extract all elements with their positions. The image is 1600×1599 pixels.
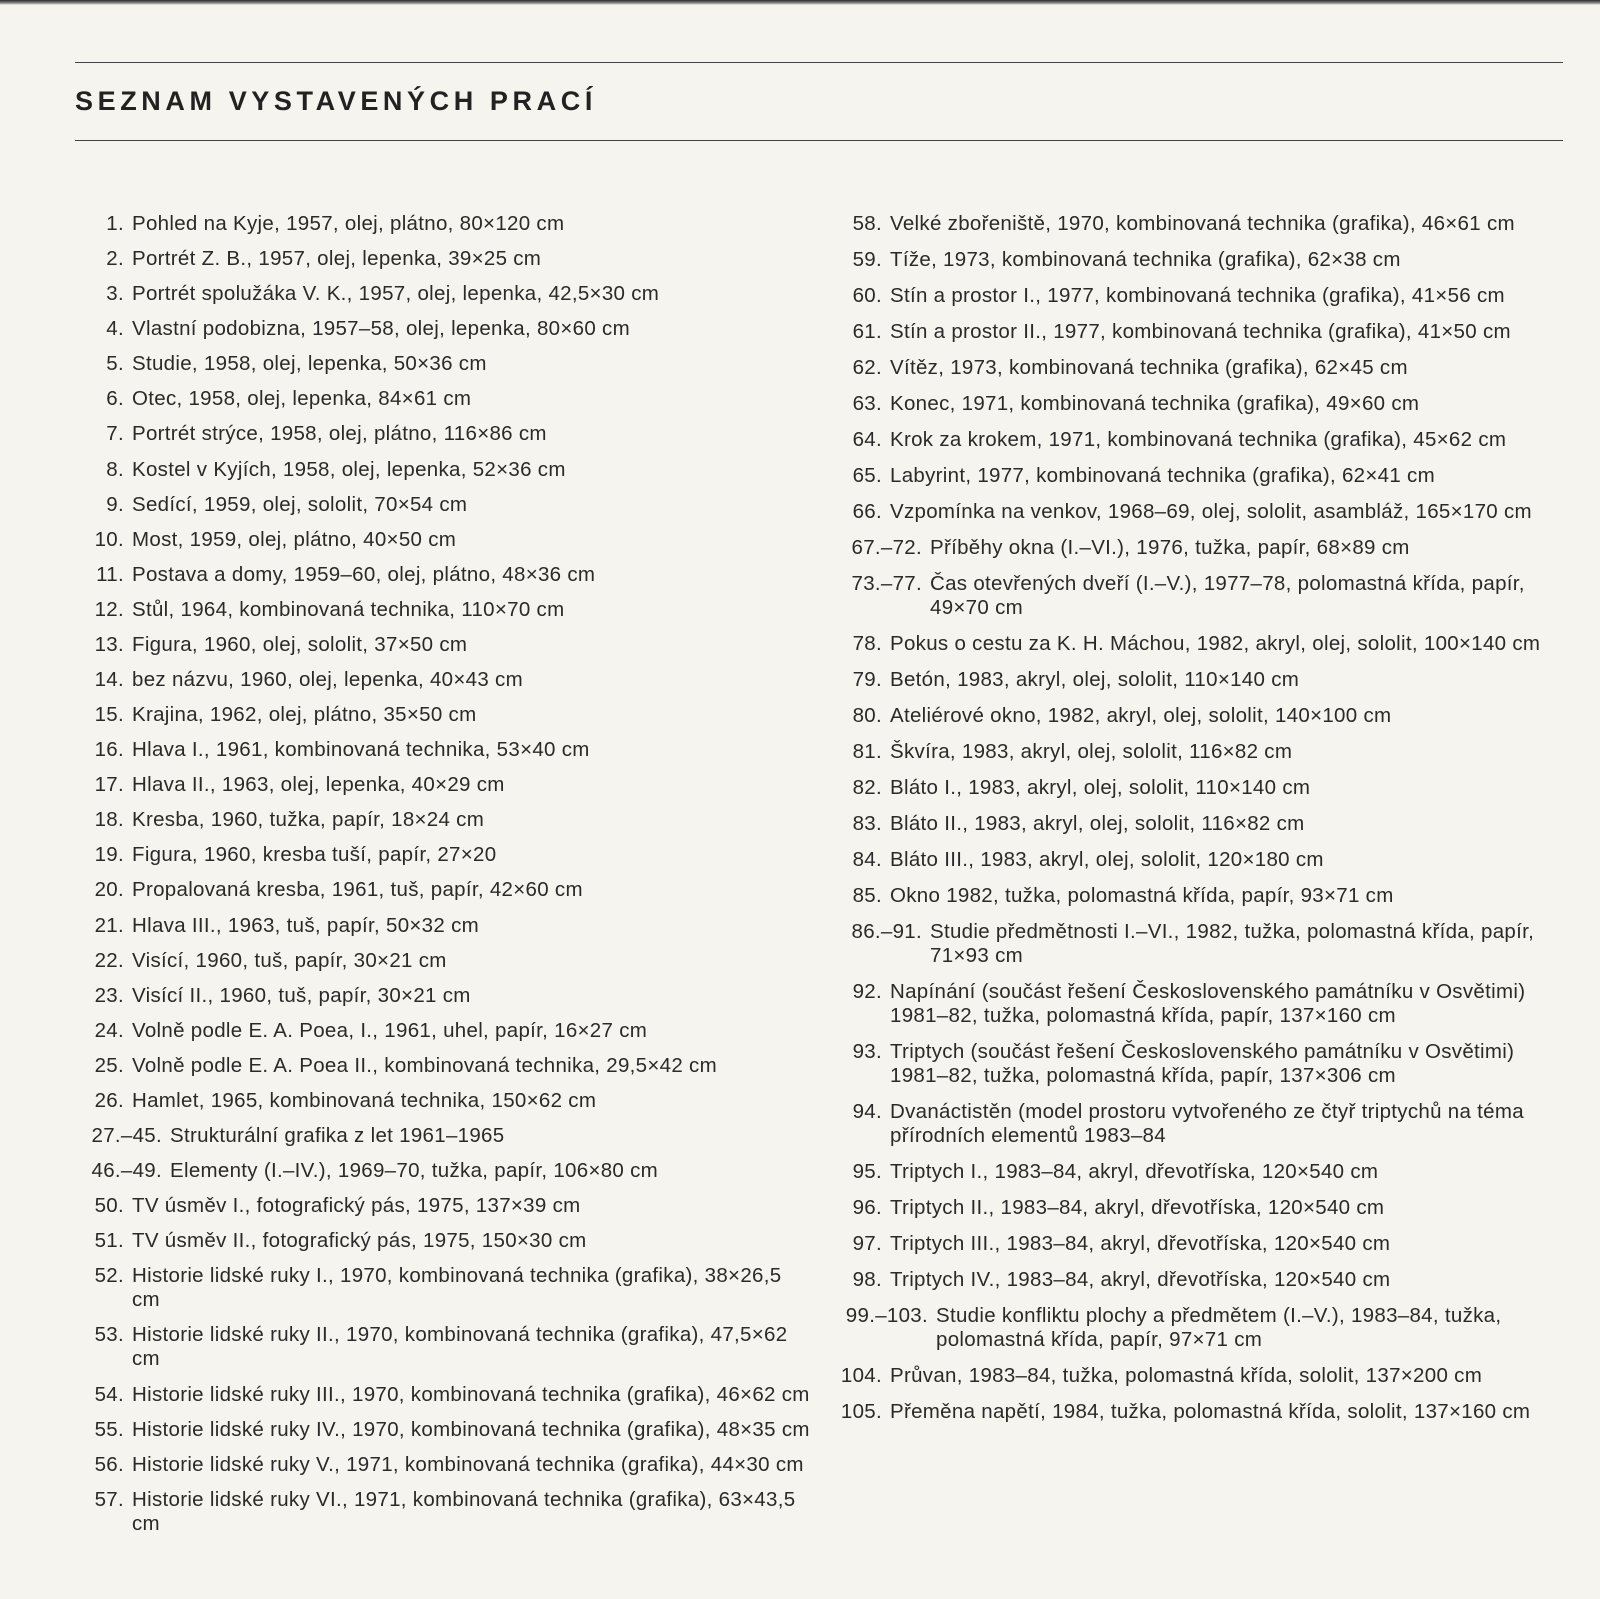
list-item [836,884,1566,908]
list-item [80,282,810,306]
list-item [80,1159,810,1183]
list-item [80,422,810,446]
list-item [836,848,1566,872]
item-number: 67.–72. [851,536,922,559]
list-item [80,668,810,692]
item-number: 98. [852,1268,882,1291]
item-text: Volně podle E. A. Poea II., kombinovaná technika, 29,5×42 cm [132,1053,717,1077]
list-item [80,1089,810,1113]
list-item [80,1323,810,1371]
item-text: Propalovaná kresba, 1961, tuš, papír, 42×60 cm [132,878,583,902]
item-text: Vzpomínka na venkov, 1968–69, olej, sololit, asambláž, 165×170 cm [890,500,1532,523]
item-number: 12. [94,597,124,621]
item-number: 52. [94,1264,124,1288]
list-item [836,1400,1566,1424]
item-number: 3. [106,282,124,306]
item-text: Stůl, 1964, kombinovaná technika, 110×70 cm [132,597,565,621]
item-text: Postava a domy, 1959–60, olej, plátno, 48×36 cm [132,562,596,586]
item-number: 60. [852,284,882,307]
item-text: Čas otevřených dveří (I.–V.), 1977–78, polomastná křída, papír, 49×70 cm [930,572,1525,619]
item-text: Vítěz, 1973, kombinovaná technika (grafika), 62×45 cm [890,356,1408,379]
item-number: 25. [94,1053,124,1077]
list-item [836,632,1566,656]
item-number: 61. [852,320,882,343]
item-text: Historie lidské ruky V., 1971, kombinovaná technika (grafika), 44×30 cm [132,1452,804,1476]
item-number: 11. [96,562,124,586]
item-number: 10. [94,527,124,551]
item-text: Triptych I., 1983–84, akryl, dřevotříska, 120×540 cm [890,1160,1379,1183]
top-rule [75,62,1563,63]
item-text: Kresba, 1960, tužka, papír, 18×24 cm [132,808,485,832]
list-item [80,738,810,762]
list-item [80,212,810,236]
item-number: 20. [94,878,124,902]
item-number: 64. [852,428,882,451]
item-text: Elementy (I.–IV.), 1969–70, tužka, papír, 106×80 cm [170,1159,659,1183]
item-text: Napínání (součást řešení Československého památníku v Osvětimi) 1981–82, tužka, polomastná křída, papír, 137×160 cm [890,980,1526,1027]
item-number: 86.–91. [851,920,922,943]
item-number: 55. [94,1417,124,1441]
list-item [80,493,810,517]
list-item [836,1160,1566,1184]
list-item [80,352,810,376]
list-item [80,387,810,411]
item-text: Škvíra, 1983, akryl, olej, sololit, 116×82 cm [890,740,1293,763]
list-item [80,1054,810,1078]
item-number: 24. [94,1018,124,1042]
item-number: 65. [852,464,882,487]
item-number: 94. [852,1100,882,1123]
item-number: 105. [840,1400,882,1423]
item-number: 2. [106,247,124,271]
item-number: 79. [852,668,882,691]
item-text: Studie, 1958, olej, lepenka, 50×36 cm [132,352,487,376]
item-number: 59. [852,248,882,271]
item-number: 6. [106,387,124,411]
item-text: Historie lidské ruky III., 1970, kombinovaná technika (grafika), 46×62 cm [132,1382,810,1406]
list-item [836,1364,1566,1388]
item-text: Přeměna napětí, 1984, tužka, polomastná křída, sololit, 137×160 cm [890,1400,1531,1423]
item-number: 96. [852,1196,882,1219]
item-text: Pokus o cestu za K. H. Máchou, 1982, akryl, olej, sololit, 100×140 cm [890,632,1541,655]
item-text: Triptych IV., 1983–84, akryl, dřevotříska, 120×540 cm [890,1268,1391,1291]
item-text: Hlava III., 1963, tuš, papír, 50×32 cm [132,913,479,937]
item-number: 18. [94,808,124,832]
list-item [836,980,1566,1028]
item-text: Portrét strýce, 1958, olej, plátno, 116×86 cm [132,422,547,446]
item-text: Visící, 1960, tuš, papír, 30×21 cm [132,948,447,972]
item-number: 66. [852,500,882,523]
list-item [80,1383,810,1407]
item-text: Triptych II., 1983–84, akryl, dřevotříska, 120×540 cm [890,1196,1385,1219]
list-item [80,1229,810,1253]
item-number: 93. [852,1040,882,1063]
item-number: 99.–103. [845,1304,928,1327]
item-text: Historie lidské ruky II., 1970, kombinovaná technika (grafika), 47,5×62 cm [132,1323,788,1371]
item-number: 9. [106,492,124,516]
item-number: 23. [94,983,124,1007]
item-text: Příběhy okna (I.–VI.), 1976, tužka, papír, 68×89 cm [930,536,1410,559]
item-text: bez názvu, 1960, olej, lepenka, 40×43 cm [132,668,523,692]
item-number: 58. [852,212,882,235]
list-item [80,773,810,797]
item-text: Ateliérové okno, 1982, akryl, olej, sololit, 140×100 cm [890,704,1392,727]
item-text: Betón, 1983, akryl, olej, sololit, 110×140 cm [890,668,1300,691]
list-item [80,317,810,341]
item-text: Labyrint, 1977, kombinovaná technika (grafika), 62×41 cm [890,464,1435,487]
item-text: Most, 1959, olej, plátno, 40×50 cm [132,527,457,551]
item-text: Bláto I., 1983, akryl, olej, sololit, 110×140 cm [890,776,1311,799]
item-text: Historie lidské ruky IV., 1970, kombinovaná technika (grafika), 48×35 cm [132,1417,810,1441]
item-number: 50. [94,1194,124,1218]
list-item [80,633,810,657]
list-item [836,248,1566,272]
item-number: 57. [94,1487,124,1511]
list-item [80,949,810,973]
list-item [836,392,1566,416]
item-number: 81. [852,740,882,763]
list-item [80,914,810,938]
item-text: TV úsměv II., fotografický pás, 1975, 150×30 cm [132,1229,587,1253]
item-text: Visící II., 1960, tuš, papír, 30×21 cm [132,983,471,1007]
item-text: Figura, 1960, olej, sololit, 37×50 cm [132,632,468,656]
item-number: 92. [852,980,882,1003]
item-number: 16. [94,738,124,762]
item-text: Hlava II., 1963, olej, lepenka, 40×29 cm [132,773,505,797]
list-item [80,703,810,727]
item-number: 8. [106,457,124,481]
list-item [80,563,810,587]
item-number: 13. [94,632,124,656]
item-number: 63. [852,392,882,415]
list-item [836,572,1566,620]
list-item [836,536,1566,560]
item-text: Figura, 1960, kresba tuší, papír, 27×20 [132,843,497,867]
item-text: Volně podle E. A. Poea, I., 1961, uhel, papír, 16×27 cm [132,1018,648,1042]
list-item [80,1264,810,1312]
item-number: 26. [94,1088,124,1112]
list-item [80,458,810,482]
list-item [80,1488,810,1536]
item-text: Historie lidské ruky VI., 1971, kombinovaná technika (grafika), 63×43,5 cm [132,1487,796,1535]
item-number: 73.–77. [851,572,922,595]
item-text: Bláto III., 1983, akryl, olej, sololit, 120×180 cm [890,848,1324,871]
item-text: Studie konfliktu plochy a předmětem (I.–V.), 1983–84, tužka, polomastná křída, papír, 97×71 cm [936,1304,1502,1351]
item-text: Okno 1982, tužka, polomastná křída, papír, 93×71 cm [890,884,1394,907]
list-item [836,1232,1566,1256]
list-item [836,320,1566,344]
list-item [836,464,1566,488]
item-number: 46.–49. [91,1159,162,1183]
left-column-list [80,212,810,1536]
item-text: Studie předmětnosti I.–VI., 1982, tužka, polomastná křída, papír, 71×93 cm [930,920,1535,967]
item-text: Strukturální grafika z let 1961–1965 [170,1124,505,1148]
list-item [836,284,1566,308]
item-text: Triptych III., 1983–84, akryl, dřevotříska, 120×540 cm [890,1232,1391,1255]
item-number: 22. [94,948,124,972]
item-text: Velké zbořeniště, 1970, kombinovaná technika (grafika), 46×61 cm [890,212,1515,235]
title-rule [75,140,1563,141]
item-text: Portrét spolužáka V. K., 1957, olej, lepenka, 42,5×30 cm [132,282,660,306]
item-number: 21. [94,913,124,937]
item-number: 78. [852,632,882,655]
list-item [836,704,1566,728]
item-text: Hamlet, 1965, kombinovaná technika, 150×62 cm [132,1088,597,1112]
list-item [80,1418,810,1442]
item-number: 27.–45. [91,1124,162,1148]
list-item [836,428,1566,452]
item-text: Krajina, 1962, olej, plátno, 35×50 cm [132,703,477,727]
item-text: Otec, 1958, olej, lepenka, 84×61 cm [132,387,472,411]
item-text: Tíže, 1973, kombinovaná technika (grafika), 62×38 cm [890,248,1401,271]
list-item [80,598,810,622]
page-top-edge [0,0,1600,5]
item-text: Hlava I., 1961, kombinovaná technika, 53×40 cm [132,738,590,762]
item-text: Vlastní podobizna, 1957–58, olej, lepenka, 80×60 cm [132,317,630,341]
item-text: Krok za krokem, 1971, kombinovaná technika (grafika), 45×62 cm [890,428,1507,451]
list-item [836,1268,1566,1292]
list-item [836,500,1566,524]
list-item [836,740,1566,764]
list-item [80,843,810,867]
list-item [836,1040,1566,1088]
item-number: 19. [94,843,124,867]
item-text: Dvanáctistěn (model prostoru vytvořeného ze čtyř triptychů na téma přírodních elementů 1983–84 [890,1100,1524,1147]
list-item [836,212,1566,236]
item-number: 4. [106,317,124,341]
list-item [836,668,1566,692]
list-item [80,1194,810,1218]
item-number: 54. [94,1382,124,1406]
item-number: 80. [852,704,882,727]
item-number: 7. [106,422,124,446]
list-item [80,878,810,902]
item-text: Bláto II., 1983, akryl, olej, sololit, 116×82 cm [890,812,1305,835]
item-text: Průvan, 1983–84, tužka, polomastná křída, sololit, 137×200 cm [890,1364,1483,1387]
item-text: Portrét Z. B., 1957, olej, lepenka, 39×25 cm [132,247,542,271]
item-number: 85. [852,884,882,907]
list-item [836,812,1566,836]
item-number: 62. [852,356,882,379]
item-text: Konec, 1971, kombinovaná technika (grafika), 49×60 cm [890,392,1420,415]
item-text: Triptych (součást řešení Československého památníku v Osvětimi) 1981–82, tužka, polomastná křída, papír, 137×306 cm [890,1040,1515,1087]
item-text: TV úsměv I., fotografický pás, 1975, 137×39 cm [132,1194,581,1218]
item-number: 56. [94,1452,124,1476]
list-item [80,1019,810,1043]
list-item [836,776,1566,800]
list-item [80,984,810,1008]
item-text: Stín a prostor I., 1977, kombinovaná technika (grafika), 41×56 cm [890,284,1505,307]
item-text: Historie lidské ruky I., 1970, kombinovaná technika (grafika), 38×26,5 cm [132,1264,782,1312]
item-number: 104. [840,1364,882,1387]
page-title: SEZNAM VYSTAVENÝCH PRACÍ [75,86,597,116]
item-text: Sedící, 1959, olej, sololit, 70×54 cm [132,492,468,516]
list-item [836,1100,1566,1148]
item-number: 84. [852,848,882,871]
right-column-list [836,212,1566,1424]
item-number: 82. [852,776,882,799]
list-item [836,356,1566,380]
list-item [80,1453,810,1477]
list-item [80,247,810,271]
item-number: 17. [94,773,124,797]
item-text: Kostel v Kyjích, 1958, olej, lepenka, 52×36 cm [132,457,566,481]
item-number: 53. [94,1323,124,1347]
item-text: Pohled na Kyje, 1957, olej, plátno, 80×120 cm [132,212,565,235]
list-item [836,1196,1566,1220]
item-text: Stín a prostor II., 1977, kombinovaná technika (grafika), 41×50 cm [890,320,1511,343]
item-number: 51. [94,1229,124,1253]
item-number: 95. [852,1160,882,1183]
list-item [836,920,1566,968]
item-number: 1. [106,212,124,235]
item-number: 14. [94,668,124,692]
item-number: 97. [852,1232,882,1255]
list-item [80,1124,810,1148]
list-item [80,808,810,832]
item-number: 83. [852,812,882,835]
item-number: 15. [94,703,124,727]
item-number: 5. [106,352,124,376]
list-item [80,528,810,552]
list-item [836,1304,1566,1352]
